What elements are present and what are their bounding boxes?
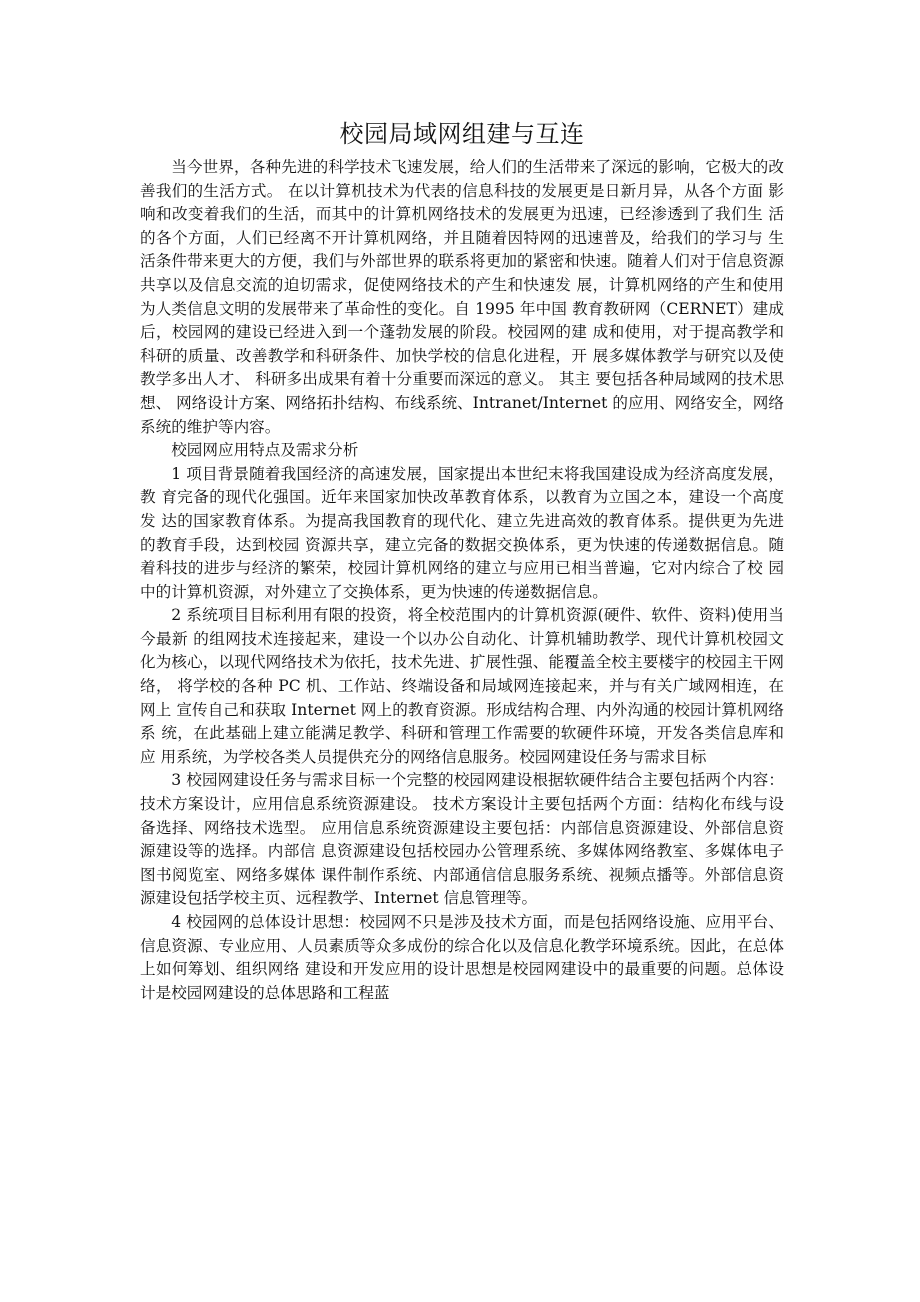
section-paragraph-4: 4 校园网的总体设计思想：校园网不只是涉及技术方面，而是包括网络设施、应用平台、信息资源、专业应用、人员素质等众多成份的综合化以及信息化教学环境系统。因此，在总体上如何筹划、组织网络 建设和开发应用的设计思想是校园网建设中的最重要的问题。总体设计是校园网建设的总体思路和工程蓝 [140, 913, 784, 1002]
section-paragraph-1: 1 项目背景随着我国经济的高速发展，国家提出本世纪末将我国建设成为经济高度发展，教 育完备的现代化强国。近年来国家加快改革教育体系，以教育为立国之本，建设一个高度发 达的国家教育体系。为提高我国教育的现代化、建立先进高效的教育体系。提供更为先进的教育手段，达到校园 资源共享，建立完备的数据交换体系，更为快速的传递数据信息。随着科技的进步与经济的繁荣，校园计算机网络的建立与应用已相当普遍，它对内综合了校 园中的计算机资源，对外建立了交换体系，更为快速的传递数据信息。 [140, 464, 784, 601]
intro-paragraph: 当今世界，各种先进的科学技术飞速发展，给人们的生活带来了深远的影响，它极大的改善我们的生活方式。 在以计算机技术为代表的信息科技的发展更是日新月异，从各个方面 影响和改变着我们的生活，而其中的计算机网络技术的发展更为迅速，已经渗透到了我们生 活的各个方面，人们已经离不开计算机网络，并且随着因特网的迅速普及，给我们的学习与 生活条件带来更大的方便，我们与外部世界的联系将更加的紧密和快速。随着人们对于信息资源共享以及信息交流的迫切需求，促使网络技术的产生和快速发 展，计算机网络的产生和使用为人类信息文明的发展带来了革命性的变化。自 1995 年中国 教育教研网（CERNET）建成后，校园网的建设已经进入到一个蓬勃发展的阶段。校园网的建 成和使用，对于提高教学和科研的质量、改善教学和科研条件、加快学校的信息化进程，开 展多媒体教学与研究以及使教学多出人才、 科研多出成果有着十分重要而深远的意义。 其主 要包括各种局域网的技术思想、 网络设计方案、网络拓扑结构、布线系统、Intranet/Internet 的应用、网络安全，网络系统的维护等内容。 [140, 158, 784, 436]
section-paragraph-2: 2 系统项目目标利用有限的投资，将全校范围内的计算机资源(硬件、软件、资料)使用当今最新 的组网技术连接起来，建设一个以办公自动化、计算机辅助教学、现代计算机校园文化为核心，以现代网络技术为依托，技术先进、扩展性强、能覆盖全校主要楼宇的校园主干网络， 将学校的各种 PC 机、工作站、终端设备和局域网连接起来，并与有关广域网相连，在网上 宣传自己和获取 Internet 网上的教育资源。形成结构合理、内外沟通的校园计算机网络系 统，在此基础上建立能满足教学、科研和管理工作需要的软硬件环境，开发各类信息库和应 用系统，为学校各类人员提供充分的网络信息服务。校园网建设任务与需求目标 [140, 606, 784, 766]
document-page [140, 112, 784, 1005]
document-title: 校园局域网组建与互连 [339, 120, 585, 148]
section-paragraph-3: 3 校园网建设任务与需求目标一个完整的校园网建设根据软硬件结合主要包括两个内容：技术方案设计，应用信息系统资源建设。 技术方案设计主要包括两个方面：结构化布线与设备选择、网络技术选型。 应用信息系统资源建设主要包括：内部信息资源建设、外部信息资源建设等的选择。内部信 息资源建设包括校园办公管理系统、多媒体网络教室、多媒体电子图书阅览室、网络多媒体 课件制作系统、内部通信信息服务系统、视频点播等。外部信息资源建设包括学校主页、远程教学、Internet 信息管理等。 [140, 771, 784, 908]
section-heading: 校园网应用特点及需求分析 [171, 441, 359, 460]
